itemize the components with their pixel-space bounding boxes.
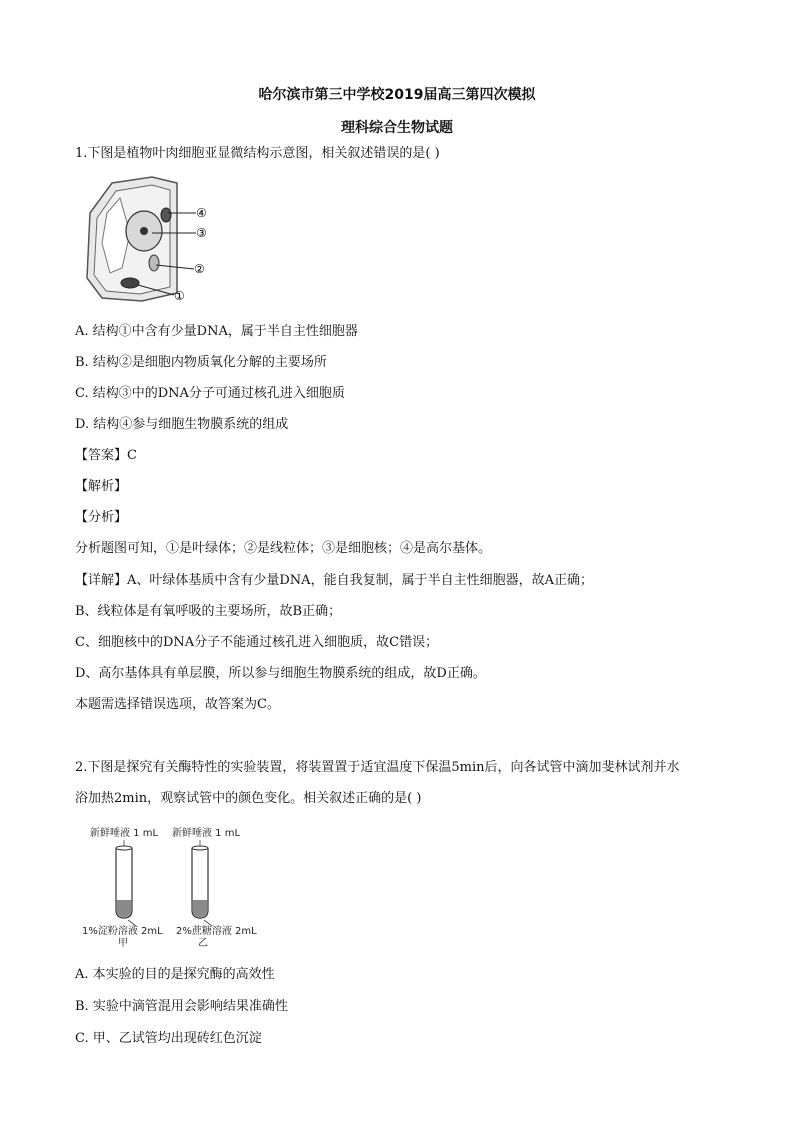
label-2: ② — [194, 262, 205, 276]
q1-option-c: C. 结构③中的DNA分子可通过核孔进入细胞质 — [75, 386, 345, 401]
q2-stem-line2: 浴加热2min，观察试管中的颜色变化。相关叙述正确的是( ) — [75, 791, 422, 806]
test-tube-diagram — [78, 822, 298, 950]
q2-option-c: C. 甲、乙试管均出现砖红色沉淀 — [75, 1031, 262, 1046]
q1-detail-d: D、高尔基体具有单层膜，所以参与细胞生物膜系统的组成，故D正确。 — [75, 666, 486, 681]
tube-b-bottom-label: 2%蔗糖溶液 2mL — [176, 926, 257, 937]
q1-answer: 【答案】C — [75, 448, 137, 463]
q1-detail-a: 【详解】A、叶绿体基质中含有少量DNA，能自我复制，属于半自主性细胞器，故A正确； — [75, 573, 593, 588]
q1-option-b: B. 结构②是细胞内物质氧化分解的主要场所 — [75, 355, 327, 370]
document-title: 哈尔滨市第三中学校2019届高三第四次模拟 — [258, 87, 536, 103]
tube-b-top-label: 新鲜唾液 1 mL — [172, 828, 241, 839]
q1-stem: 1.下图是植物叶肉细胞亚显微结构示意图，相关叙述错误的是( ) — [75, 146, 440, 161]
q1-option-d: D. 结构④参与细胞生物膜系统的组成 — [75, 417, 289, 432]
label-3: ③ — [196, 226, 207, 240]
label-1: ① — [174, 289, 185, 303]
q1-detail-c: C、细胞核中的DNA分子不能通过核孔进入细胞质，故C错误； — [75, 635, 439, 650]
q1-fenxi-heading: 【分析】 — [75, 510, 128, 525]
q1-analysis: 分析题图可知，①是叶绿体；②是线粒体；③是细胞核；④是高尔基体。 — [75, 541, 492, 556]
q2-option-a: A. 本实验的目的是探究酶的高效性 — [75, 967, 275, 982]
q1-detail-b: B、线粒体是有氧呼吸的主要场所，故B正确； — [75, 604, 342, 619]
q1-option-a: A. 结构①中含有少量DNA，属于半自主性细胞器 — [75, 324, 358, 339]
tube-b-name: 乙 — [198, 938, 208, 949]
q1-conclusion: 本题需选择错误选项，故答案为C。 — [75, 697, 280, 712]
q2-option-b: B. 实验中滴管混用会影响结果准确性 — [75, 999, 288, 1014]
label-4: ④ — [196, 206, 207, 220]
plant-cell-diagram — [82, 173, 222, 308]
q1-jiexi-heading: 【解析】 — [75, 479, 128, 494]
tube-a-top-label: 新鲜唾液 1 mL — [90, 828, 159, 839]
q2-stem-line1: 2.下图是探究有关酶特性的实验装置，将装置置于适宜温度下保温5min后，向各试管中滴加斐林试剂并水 — [75, 760, 680, 775]
tube-a-bottom-label: 1%淀粉溶液 2mL — [82, 926, 163, 937]
tube-a-name: 甲 — [118, 938, 128, 949]
document-subtitle: 理科综合生物试题 — [341, 120, 453, 136]
